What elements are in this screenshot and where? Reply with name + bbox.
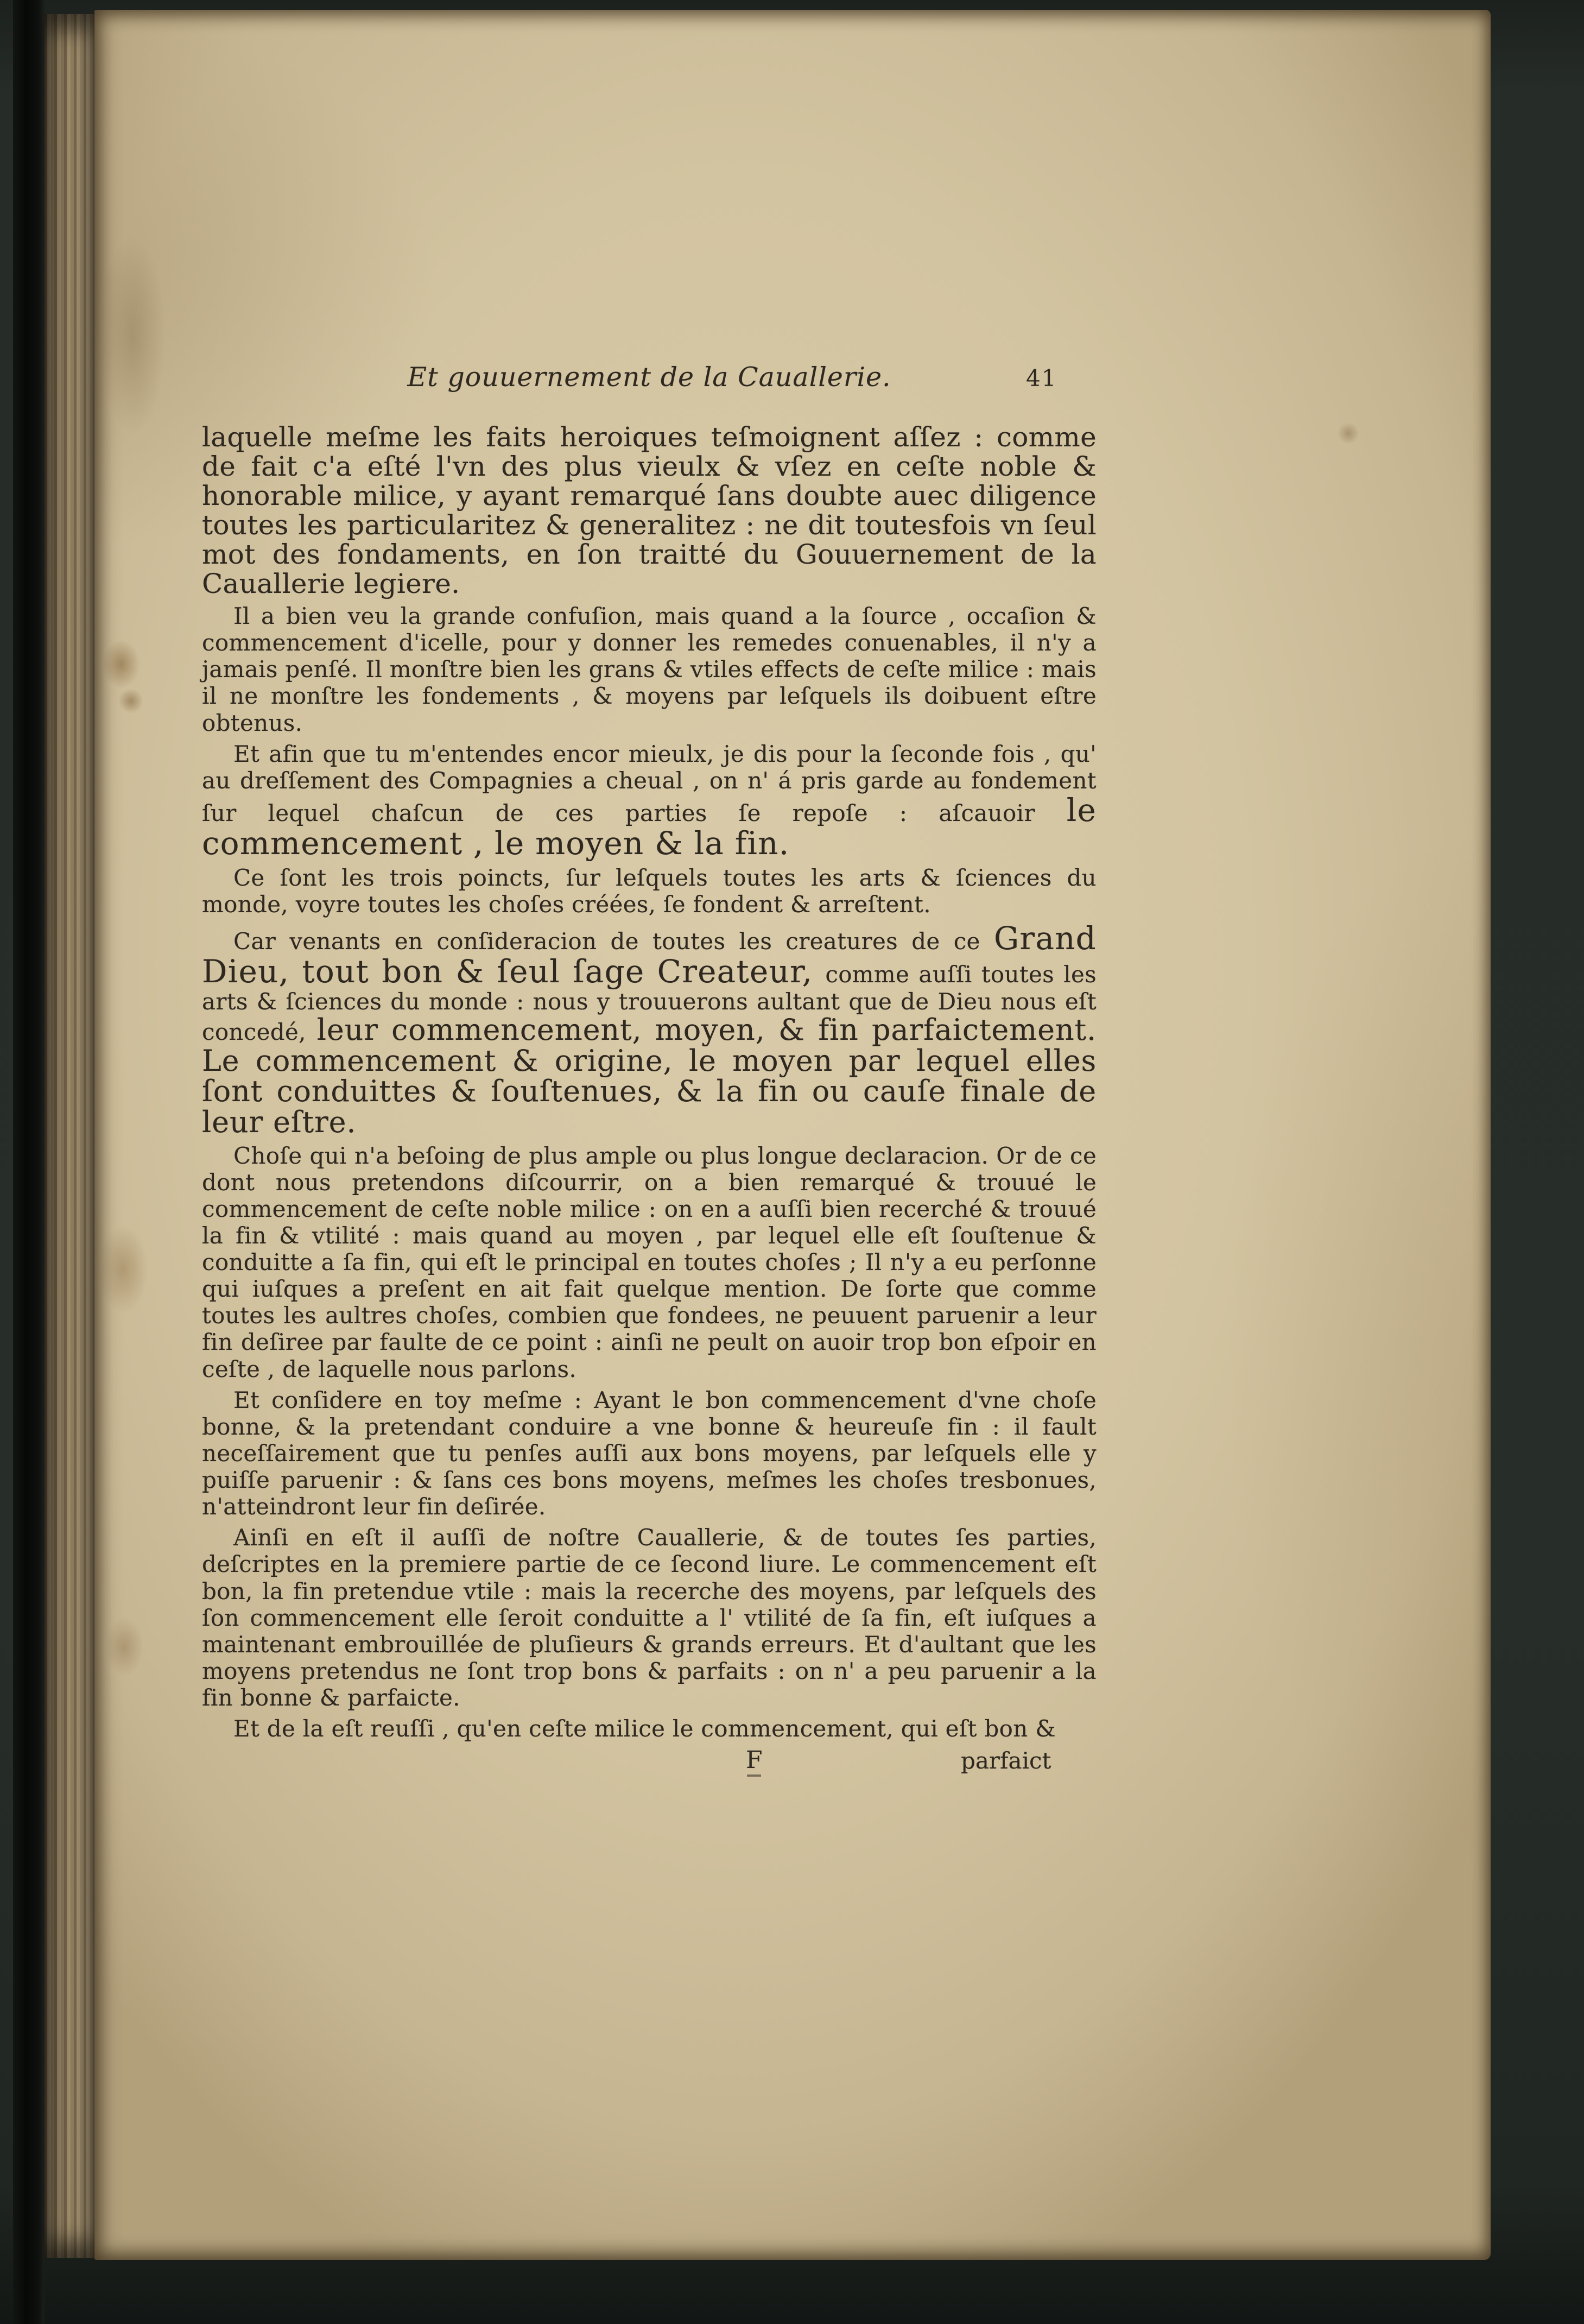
text-segment: Et afin que tu m'entendes encor mieulx, je dis pour la ſeconde fois , qu' au dreſſement des Compagnies a cheual , on n' á pris garde au fondement ſur lequel chaſcun de ces parties ſe repoſe : aſcauoir xyxy=(202,740,1097,826)
text-segment: laquelle meſme les faits heroiques teſmoignent aſſez : comme de fait c'a eſté l'vn des plus vieulx & vſez en ceſte noble & honorable milice, y ayant remarqué ſans doubte auec diligence toutes les particularitez & generalitez : ne dit toutesfois vn ſeul mot des fondaments, en ſon traitté du Gouuernement de la Cauallerie legiere. xyxy=(202,421,1097,599)
paragraph xyxy=(202,1524,1097,1711)
running-title: Et gouuernement de la Cauallerie. xyxy=(407,362,891,393)
text-segment: leur commencement, moyen, & fin parfaictement. Le commencement & origine, le moyen par lequel elles ſont conduittes & ſouſtenues, & la fin ou cauſe finale de leur eſtre. xyxy=(202,1012,1097,1139)
paragraph xyxy=(202,603,1097,736)
paragraph xyxy=(202,1387,1097,1520)
paragraph xyxy=(202,1715,1097,1742)
paper-stain xyxy=(99,1226,148,1313)
page-number: 41 xyxy=(1026,365,1057,391)
paragraph xyxy=(202,919,1097,1139)
text-segment: Ainſi en eſt il auſſi de noſtre Cauallerie, & de toutes ſes parties, deſcriptes en la premiere partie de ce ſecond liure. Le commencement eſt bon, la fin pretendue vtile : mais la recerche des moyens, par leſquels des ſon commencement elle ſeroit conduitte a l' vtilité de ſa fin, eſt iuſques a maintenant embrouillée de pluſieurs & grands erreurs. Et d'aultant que les moyens pretendus ne ſont trop bons & parfaits : on n' a peu paruenir a la fin bonne & parfaicte. xyxy=(202,1524,1097,1712)
text-block xyxy=(202,422,1097,1742)
text-segment: Et conſidere en toy meſme : Ayant le bon commencement d'vne choſe bonne, & la pretendant conduire a vne bonne & heureuſe fin : il fault neceſſairement que tu penſes auſſi aux bons moyens, par leſquels elle y puiſſe paruenir : & ſans ces bons moyens, meſmes les choſes tresbonues, n'atteindront leur fin deſirée. xyxy=(202,1386,1097,1520)
page-footer xyxy=(202,1746,1097,1795)
text-segment: Choſe qui n'a beſoing de plus ample ou plus longue declaracion. Or de ce dont nous pretendons diſcourrir, on a bien remarqué & trouué le commencement de ceſte noble milice : on en a auſſi bien recerché & trouué la fin & vtilité : mais quand au moyen , par lequel elle eſt ſouſtenue & conduitte a ſa fin, qui eſt le principal en toutes choſes ; Il n'y a eu perſonne qui iuſques a preſent en ait fait quelque mention. De ſorte que comme toutes les aultres choſes, combien que fondees, ne peuuent paruenir a leur fin deſiree par faulte de ce point : ainſi ne peult on auoir trop bon eſpoir en ceſte , de laquelle nous parlons. xyxy=(202,1142,1097,1382)
text-segment: comme auſſi toutes les arts & ſciences du monde : nous y trouuerons aultant que de Dieu nous eſt concedé, xyxy=(202,961,1097,1045)
text-column xyxy=(202,362,1097,1795)
catchword: parfaict xyxy=(961,1747,1051,1774)
text-segment: Et de la eſt reuſſi , qu'en ceſte milice le commencement, qui eſt bon & xyxy=(233,1715,1056,1742)
text-segment: Ce ſont les trois poincts, ſur leſquels toutes les arts & ſciences du monde, voyre toutes les choſes créées, ſe fondent & arreſtent. xyxy=(202,864,1097,918)
text-segment: Car venants en conſideracion de toutes les creatures de ce xyxy=(233,927,994,955)
book-spine xyxy=(13,0,45,2324)
paper-stain xyxy=(105,1617,143,1677)
paper-stain xyxy=(102,640,140,689)
text-segment: Il a bien veu la grande confuſion, mais quand a la ſource , occaſion & commencement d'icelle, pour y donner les remedes conuenables, il n'y a jamais penſé. Il monſtre bien les grans & vtiles effects de ceſte milice : mais il ne monſtre les fondements , & moyens par leſquels ils doibuent eſtre obtenus. xyxy=(202,603,1097,736)
paper-stain xyxy=(100,238,165,433)
page-header xyxy=(202,362,1097,408)
paragraph xyxy=(202,1142,1097,1382)
signature-mark: F xyxy=(746,1746,763,1774)
text-segment: Grand Dieu, tout bon & ſeul ſage Createur, xyxy=(202,919,1097,990)
paragraph xyxy=(202,741,1097,860)
paper-stain xyxy=(1338,422,1359,444)
page-edge-stack xyxy=(45,14,94,2258)
paragraph xyxy=(202,422,1097,598)
book-page xyxy=(94,10,1491,2260)
paragraph xyxy=(202,864,1097,918)
paper-stain xyxy=(118,689,143,713)
text-segment: le commencement , le moyen & la fin. xyxy=(202,791,1097,862)
